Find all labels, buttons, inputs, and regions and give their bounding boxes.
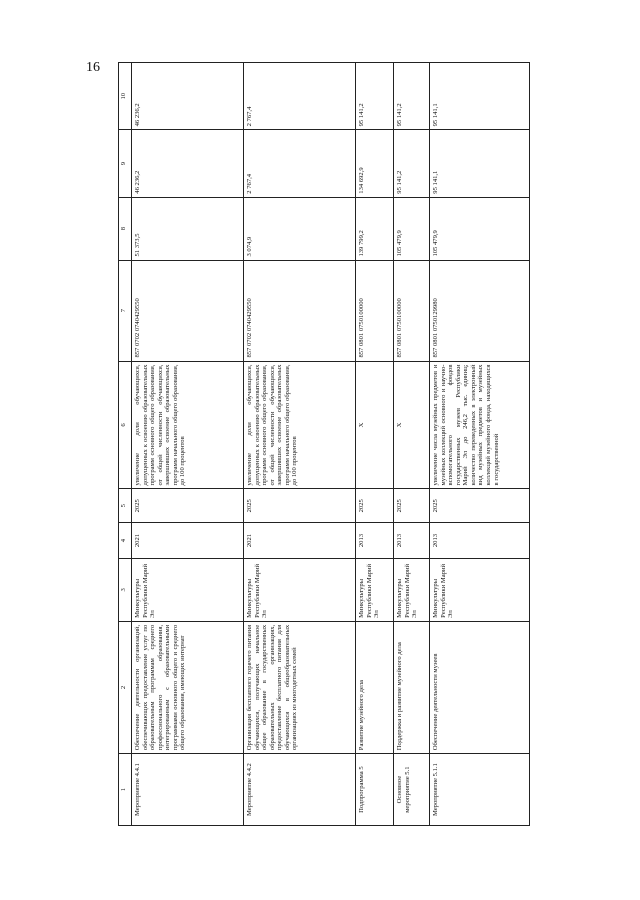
program-table	[118, 62, 530, 826]
row-end-year: 2025	[356, 489, 394, 523]
row-amount-10: 95 141,2	[394, 63, 430, 130]
row-code: Мероприятие 5.1.1	[430, 754, 530, 826]
row-amount-8: 105 479,9	[394, 197, 430, 260]
row-amount-10: 95 141,1	[430, 63, 530, 130]
col-header: 1	[119, 754, 132, 826]
row-code: Мероприятие 4.4.2	[244, 754, 356, 826]
table-row	[244, 63, 356, 826]
col-header: 4	[119, 523, 132, 559]
row-title: Поддержка и развитие музейного дела	[394, 621, 430, 753]
table-row	[356, 63, 394, 826]
col-header: 3	[119, 558, 132, 621]
row-start-year: 2013	[394, 523, 430, 559]
col-header: 5	[119, 489, 132, 523]
col-header: 7	[119, 260, 132, 361]
page-number: 16	[86, 60, 100, 75]
row-amount-9: 2 767,4	[244, 130, 356, 197]
row-executor: Минкультуры Республики Марий Эл	[132, 558, 244, 621]
row-budget-code: 857 0702 0740429550	[132, 260, 244, 361]
row-amount-9: 46 236,2	[132, 130, 244, 197]
row-result: Х	[394, 361, 430, 489]
row-amount-8: 51 373,5	[132, 197, 244, 260]
col-header: 6	[119, 361, 132, 489]
row-start-year: 2021	[132, 523, 244, 559]
row-amount-10: 46 236,2	[132, 63, 244, 130]
col-header: 2	[119, 621, 132, 753]
row-amount-9: 134 692,9	[356, 130, 394, 197]
row-amount-10: 95 141,2	[356, 63, 394, 130]
row-start-year: 2013	[356, 523, 394, 559]
row-amount-9: 95 141,1	[430, 130, 530, 197]
row-budget-code: 857 0801 0750100000	[356, 260, 394, 361]
row-amount-9: 95 141,2	[394, 130, 430, 197]
row-title: Организация бесплатного горячего питания обучающихся, получающих начальное общее образование в государственных образовательных организациях, предоставление бесплатного питания для обучающихся в общеобразовательных организациях из многодетных семей	[244, 621, 356, 753]
row-budget-code: 857 0801 0750100000	[394, 260, 430, 361]
row-code: Подпрограмма 5	[356, 754, 394, 826]
row-result: увеличение доли обучающихся, допущенных к освоению образовательных программ основного общего образования, от общей численности обучающихся, завершивших освоение образовательных программ начального общего образования, до 100 процентов	[244, 361, 356, 489]
row-amount-8: 105 479,9	[430, 197, 530, 260]
row-amount-10: 2 767,4	[244, 63, 356, 130]
row-executor: Минкультуры Республики Марий Эл	[394, 558, 430, 621]
col-header: 9	[119, 130, 132, 197]
row-result: Х	[356, 361, 394, 489]
row-end-year: 2025	[394, 489, 430, 523]
row-title: Развитие музейного дела	[356, 621, 394, 753]
row-executor: Минкультуры Республики Марий Эл	[356, 558, 394, 621]
row-end-year: 2025	[132, 489, 244, 523]
header-row	[119, 63, 132, 826]
row-result: увеличение доли обучающихся, допущенных к освоению образовательных программ основного общего образования, от общей численности обучающихся, завершивших освоение образовательных программ начального общего образования, до 100 процентов	[132, 361, 244, 489]
table-row	[430, 63, 530, 826]
table-row	[394, 63, 430, 826]
row-start-year: 2013	[430, 523, 530, 559]
table-row	[132, 63, 244, 826]
row-start-year: 2021	[244, 523, 356, 559]
row-executor: Минкультуры Республики Марий Эл	[244, 558, 356, 621]
row-amount-8: 139 799,2	[356, 197, 394, 260]
col-header: 8	[119, 197, 132, 260]
row-amount-8: 3 074,9	[244, 197, 356, 260]
row-end-year: 2025	[430, 489, 530, 523]
row-executor: Минкультуры Республики Марий Эл	[430, 558, 530, 621]
row-result: увеличение числа музейных предметов и музейных коллекций основного и научно-вспомогательного фондов государственных музеев Республики Марий Эл до 246,2 тыс. единиц; количество переведенных в электронный вид музейных предметов и музейных коллекций музейного фонда, находящихся в государственной	[430, 361, 530, 489]
row-code: Мероприятие 4.4.1	[132, 754, 244, 826]
rotated-table-container	[118, 62, 528, 826]
row-code: Основное мероприятие 5.1	[394, 754, 430, 826]
row-title: Обеспечение деятельности музеев	[430, 621, 530, 753]
row-budget-code: 857 0801 0750129980	[430, 260, 530, 361]
row-budget-code: 857 0702 0740429550	[244, 260, 356, 361]
row-end-year: 2025	[244, 489, 356, 523]
row-title: Обеспечение деятельности организаций, обеспечивающих предоставление услуг по образовательным программам среднего профессионального образования, интегрированным с образовательными программами основного общего и среднего общего образования, имеющих интернат	[132, 621, 244, 753]
col-header: 10	[119, 63, 132, 130]
